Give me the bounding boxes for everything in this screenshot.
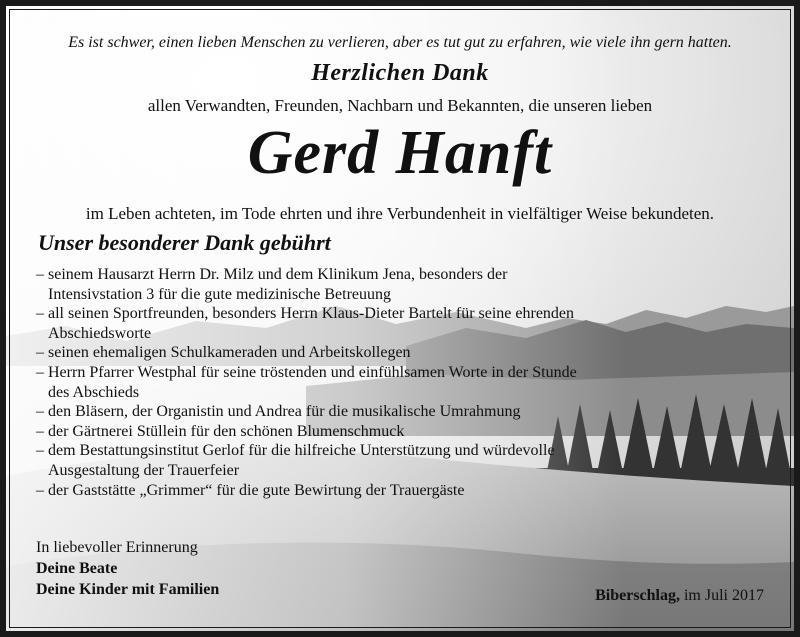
thanks-heading: Herzlichen Dank	[311, 60, 489, 86]
place: Biberschlag,	[595, 587, 680, 604]
list-item: – Herrn Pfarrer Westphal für seine tröstenden und einfühlsamen Worte in der Stunde des Abschieds	[36, 363, 577, 401]
intro-text: allen Verwandten, Freunden, Nachbarn und Bekannten, die unseren lieben	[147, 96, 653, 115]
deceased-name: Gerd Hanft	[247, 119, 553, 187]
thanks-list	[36, 265, 596, 500]
list-item: – all seinen Sportfreunden, besonders Herrn Klaus-Dieter Bartelt für seine ehrenden Abschiedsworte	[36, 305, 575, 342]
list-item: – seinem Hausarzt Herrn Dr. Milz und dem Klinikum Jena, besonders der Intensivstation 3 für die gute medizinische Betreuung	[36, 266, 508, 303]
opening-quote: Es ist schwer, einen lieben Menschen zu verlieren, aber es tut gut zu erfahren, wie viele ihn gern hatten.	[68, 34, 732, 51]
list-item: – dem Bestattungsinstitut Gerlof für die hilfreiche Unterstützung und würdevolle Ausgestaltung der Trauerfeier	[36, 442, 555, 479]
date: im Juli 2017	[683, 587, 764, 604]
signature-wife: Deine Beate	[36, 560, 118, 577]
signature-children: Deine Kinder mit Familien	[36, 581, 220, 598]
list-item: – seinen ehemaligen Schulkameraden und Arbeitskollegen	[36, 344, 411, 362]
list-item: – den Bläsern, der Organistin und Andrea für die musikalische Umrahmung	[36, 403, 521, 421]
closing-signature	[36, 537, 219, 600]
place-date	[595, 587, 764, 605]
list-item: – der Gaststätte „Grimmer“ für die gute Bewirtung der Trauergäste	[36, 481, 465, 499]
tribute-text: im Leben achteten, im Tode ehrten und ihre Verbundenheit in vielfältiger Weise bekundeten.	[85, 204, 715, 223]
list-item: – der Gärtnerei Stüllein für den schönen Blumenschmuck	[36, 422, 405, 440]
special-thanks-heading: Unser besonderer Dank gebührt	[38, 230, 331, 255]
closing-line: In liebevoller Erinnerung	[36, 539, 198, 556]
